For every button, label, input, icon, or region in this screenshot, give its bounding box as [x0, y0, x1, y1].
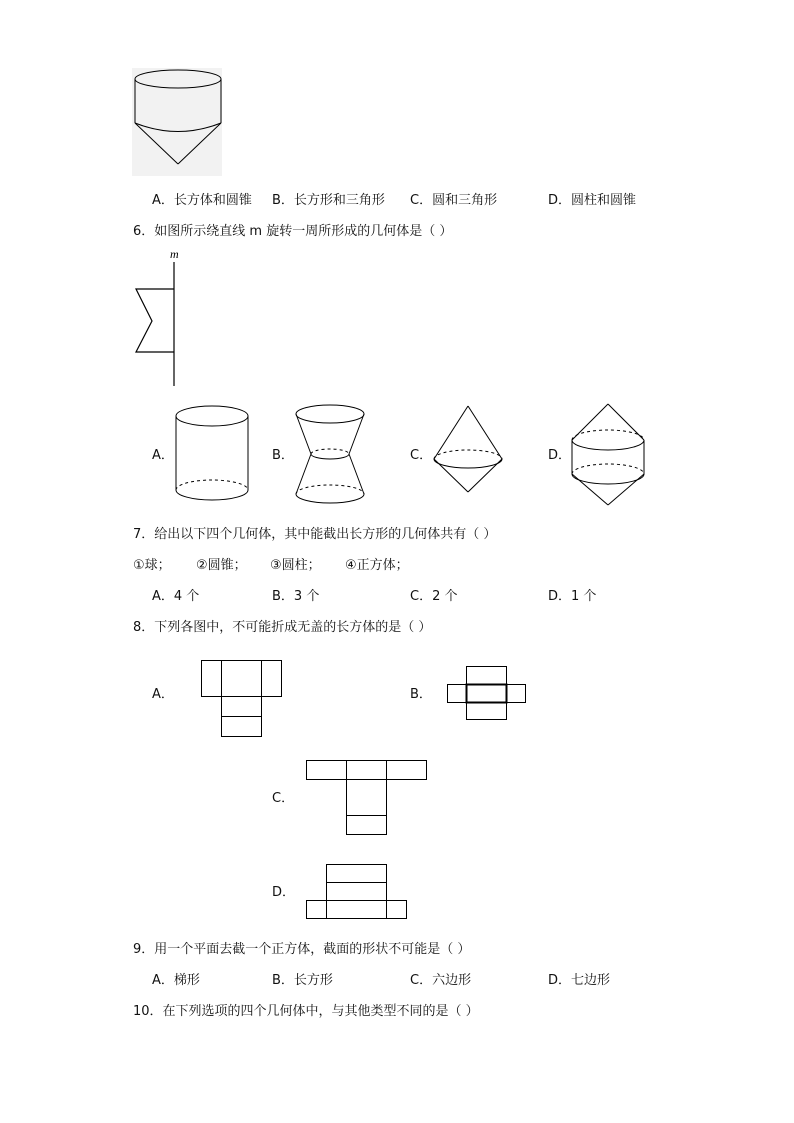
- q8-option-d-label[interactable]: D．: [272, 885, 296, 900]
- net-d-figure[interactable]: [305, 863, 409, 921]
- q8-option-c-label[interactable]: C．: [272, 791, 295, 806]
- q7-question: 7．给出以下四个几何体，其中能截出长方形的几何体共有（ ）: [133, 527, 497, 542]
- q7-option-a[interactable]: A．4 个: [152, 589, 200, 604]
- double-cone-figure[interactable]: [430, 402, 512, 506]
- q7-option-b[interactable]: B．3 个: [272, 589, 320, 604]
- q7-item-sphere: ①球；: [133, 558, 171, 573]
- q6-question: 6．如图所示绕直线 m 旋转一周所形成的几何体是（ ）: [133, 224, 453, 239]
- cone-cylinder-cone-figure[interactable]: [568, 402, 652, 508]
- q8-question: 8．下列各图中，不可能折成无盖的长方体的是（ ）: [133, 620, 432, 635]
- q8-option-a-label[interactable]: A．: [152, 687, 174, 702]
- q5-option-c[interactable]: C．圆和三角形: [410, 193, 498, 208]
- q5-option-a[interactable]: A．长方体和圆锥: [152, 193, 252, 208]
- q7-item-cone: ②圆锥；: [196, 558, 247, 573]
- q8-option-b-label[interactable]: B．: [410, 687, 432, 702]
- q6-option-b-label[interactable]: B．: [272, 448, 294, 463]
- q7-option-c[interactable]: C．2 个: [410, 589, 458, 604]
- rotation-shape-figure: [128, 246, 188, 388]
- cylinder-cone-figure: [128, 66, 224, 178]
- net-c-figure[interactable]: [305, 759, 429, 837]
- q10-question: 10．在下列选项的四个几何体中，与其他类型不同的是（ ）: [133, 1004, 479, 1019]
- cylinder-figure[interactable]: [172, 402, 254, 506]
- q7-option-d[interactable]: D．1 个: [548, 589, 597, 604]
- q6-option-c-label[interactable]: C．: [410, 448, 433, 463]
- q9-option-d[interactable]: D．七边形: [548, 973, 611, 988]
- q6-option-a-label[interactable]: A．: [152, 448, 174, 463]
- q9-option-c[interactable]: C．六边形: [410, 973, 472, 988]
- net-b-figure[interactable]: [446, 665, 530, 721]
- q7-item-cylinder: ③圆柱；: [270, 558, 321, 573]
- double-frustum-figure[interactable]: [292, 402, 372, 506]
- q7-item-cube: ④正方体；: [345, 558, 409, 573]
- q9-option-a[interactable]: A．梯形: [152, 973, 200, 988]
- net-a-figure[interactable]: [200, 659, 284, 739]
- q5-option-b[interactable]: B．长方形和三角形: [272, 193, 385, 208]
- q9-option-b[interactable]: B．长方形: [272, 973, 333, 988]
- q6-option-d-label[interactable]: D．: [548, 448, 572, 463]
- q9-question: 9．用一个平面去截一个正方体，截面的形状不可能是（ ）: [133, 942, 471, 957]
- q5-option-d[interactable]: D．圆柱和圆锥: [548, 193, 637, 208]
- axis-label-m: m: [170, 247, 179, 261]
